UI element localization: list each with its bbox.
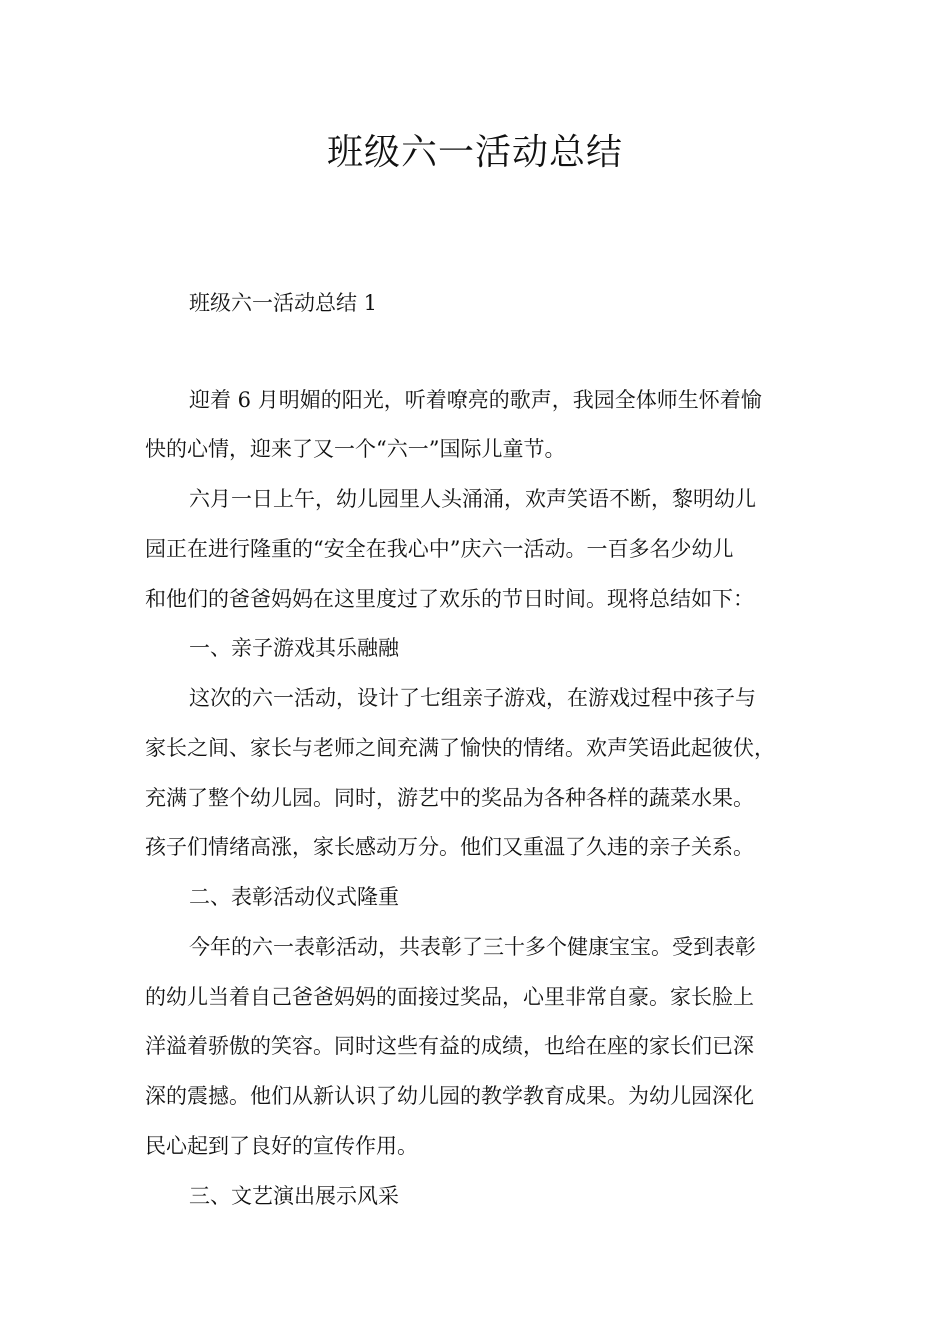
paragraph-line: 洋溢着骄傲的笑容。同时这些有益的成绩，也给在座的家长们已深 (145, 1034, 754, 1058)
paragraph-line: 快的心情，迎来了又一个“六一”国际儿童节。 (145, 437, 566, 461)
paragraph-line: 的幼儿当着自己爸爸妈妈的面接过奖品，心里非常自豪。家长脸上 (145, 985, 754, 1009)
subheading-3: 三、文艺演出展示风采 (189, 1184, 399, 1208)
paragraph-line: 园正在进行隆重的“安全在我心中”庆六一活动。一百多名少幼儿 (145, 537, 734, 561)
paragraph-line: 孩子们情绪高涨，家长感动万分。他们又重温了久违的亲子关系。 (145, 835, 754, 859)
paragraph-line: 充满了整个幼儿园。同时，游艺中的奖品为各种各样的蔬菜水果。 (145, 786, 754, 810)
subheading-1: 一、亲子游戏其乐融融 (189, 636, 399, 660)
paragraph-line: 六月一日上午，幼儿园里人头涌涌，欢声笑语不断，黎明幼儿 (189, 487, 756, 511)
paragraph-line: 迎着 6 月明媚的阳光，听着嘹亮的歌声，我园全体师生怀着愉 (189, 388, 762, 412)
paragraph-line: 深的震撼。他们从新认识了幼儿园的教学教育成果。为幼儿园深化 (145, 1084, 754, 1108)
section-heading: 班级六一活动总结 1 (189, 291, 378, 315)
paragraph-line: 这次的六一活动，设计了七组亲子游戏，在游戏过程中孩子与 (189, 686, 756, 710)
paragraph-line: 家长之间、家长与老师之间充满了愉快的情绪。欢声笑语此起彼伏， (145, 736, 775, 760)
paragraph-line: 和他们的爸爸妈妈在这里度过了欢乐的节日时间。现将总结如下： (145, 587, 754, 611)
subheading-2: 二、表彰活动仪式隆重 (189, 885, 399, 909)
paragraph-line: 民心起到了良好的宣传作用。 (145, 1134, 418, 1158)
paragraph-line: 今年的六一表彰活动，共表彰了三十多个健康宝宝。受到表彰 (189, 935, 756, 959)
document-title: 班级六一活动总结 (326, 132, 623, 173)
